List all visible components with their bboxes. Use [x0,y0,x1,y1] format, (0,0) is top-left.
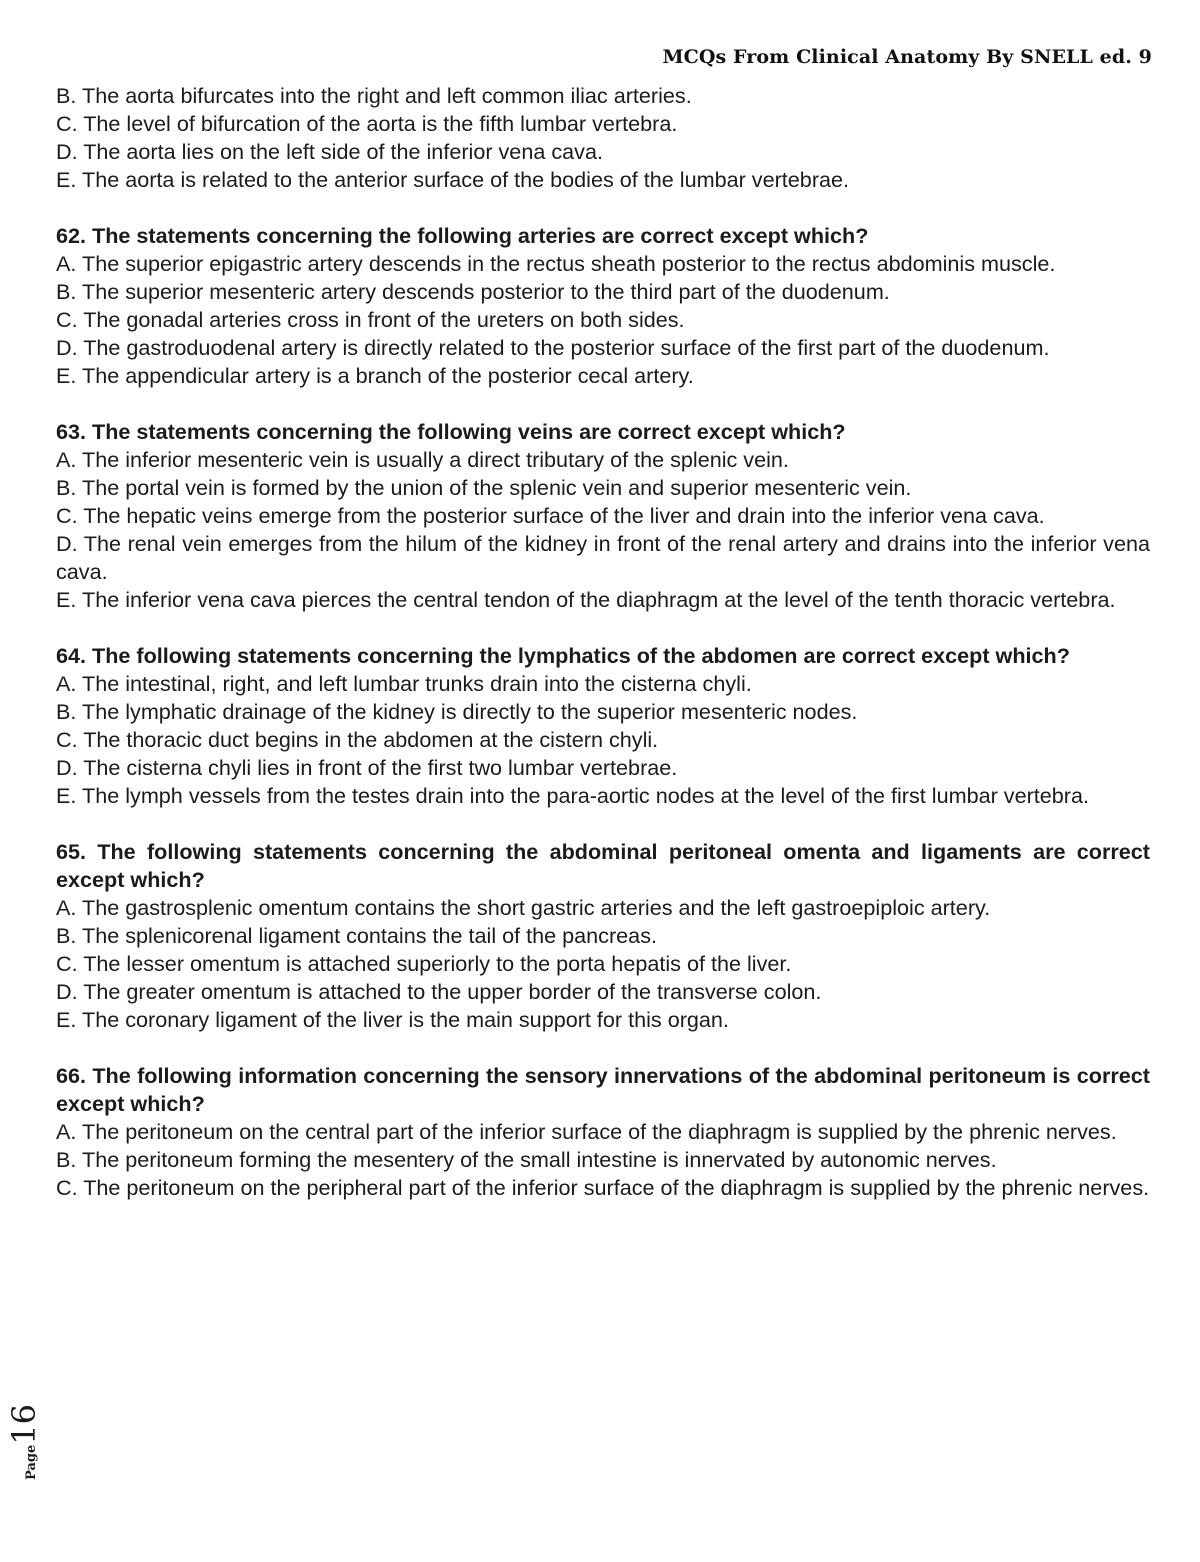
option-c: C. The hepatic veins emerge from the posterior surface of the liver and drain into the inferior vena cava. [56,503,1045,528]
question-stem: 64. The following statements concerning the lymphatics of the abdomen are correct except which? [56,643,1070,668]
option-e: E. The inferior vena cava pierces the central tendon of the diaphragm at the level of the tenth thoracic vertebra. [56,587,1116,612]
question-64 [56,642,1150,810]
option-b: B. The splenicorenal ligament contains the tail of the pancreas. [56,923,657,948]
option-d: D. The gastroduodenal artery is directly related to the posterior surface of the first part of the duodenum. [56,335,1050,360]
question-63 [56,418,1150,614]
option-d: D. The renal vein emerges from the hilum of the kidney in front of the renal artery and drains into the inferior vena cava. [56,531,1150,584]
question-62 [56,222,1150,390]
option-line: D. The aorta lies on the left side of the inferior vena cava. [56,139,603,164]
option-line: B. The aorta bifurcates into the right and left common iliac arteries. [56,83,692,108]
question-66 [56,1062,1150,1202]
page-label: Page [24,1444,39,1480]
option-e: E. The appendicular artery is a branch of the posterior cecal artery. [56,363,694,388]
option-a: A. The peritoneum on the central part of the inferior surface of the diaphragm is supplied by the phrenic nerves. [56,1119,1117,1144]
option-b: B. The superior mesenteric artery descends posterior to the third part of the duodenum. [56,279,890,304]
page-header-title: MCQs From Clinical Anatomy By SNELL ed. 9 [662,46,1152,68]
option-e: E. The coronary ligament of the liver is the main support for this organ. [56,1007,729,1032]
question-stem: 65. The following statements concerning the abdominal peritoneal omenta and ligaments are correct except which? [56,839,1150,892]
option-d: D. The cisterna chyli lies in front of the first two lumbar vertebrae. [56,755,678,780]
question-stem: 62. The statements concerning the following arteries are correct except which? [56,223,869,248]
option-a: A. The superior epigastric artery descends in the rectus sheath posterior to the rectus abdominis muscle. [56,251,1056,276]
document-body [56,82,1150,1202]
option-b: B. The portal vein is formed by the union of the splenic vein and superior mesenteric vein. [56,475,912,500]
option-b: B. The peritoneum forming the mesentery of the small intestine is innervated by autonomic nerves. [56,1147,997,1172]
option-a: A. The gastrosplenic omentum contains the short gastric arteries and the left gastroepiploic artery. [56,895,991,920]
option-c: C. The lesser omentum is attached superiorly to the porta hepatis of the liver. [56,951,792,976]
question-65 [56,838,1150,1034]
option-c: C. The gonadal arteries cross in front of the ureters on both sides. [56,307,685,332]
option-c: C. The thoracic duct begins in the abdomen at the cistern chyli. [56,727,659,752]
option-a: A. The inferior mesenteric vein is usually a direct tributary of the splenic vein. [56,447,789,472]
option-line: C. The level of bifurcation of the aorta is the fifth lumbar vertebra. [56,111,678,136]
question-stem: 66. The following information concerning the sensory innervations of the abdominal peritoneum is correct except which? [56,1063,1150,1116]
option-d: D. The greater omentum is attached to the upper border of the transverse colon. [56,979,822,1004]
option-line: E. The aorta is related to the anterior surface of the bodies of the lumbar vertebrae. [56,167,850,192]
option-a: A. The intestinal, right, and left lumbar trunks drain into the cisterna chyli. [56,671,752,696]
page-number-value: 16 [5,1404,43,1445]
option-e: E. The lymph vessels from the testes drain into the para-aortic nodes at the level of the first lumbar vertebra. [56,783,1089,808]
question-stem: 63. The statements concerning the following veins are correct except which? [56,419,846,444]
page-number [4,1392,44,1492]
continued-options [56,82,1150,194]
option-c: C. The peritoneum on the peripheral part of the inferior surface of the diaphragm is supplied by the phrenic nerves. [56,1175,1150,1200]
option-b: B. The lymphatic drainage of the kidney is directly to the superior mesenteric nodes. [56,699,858,724]
